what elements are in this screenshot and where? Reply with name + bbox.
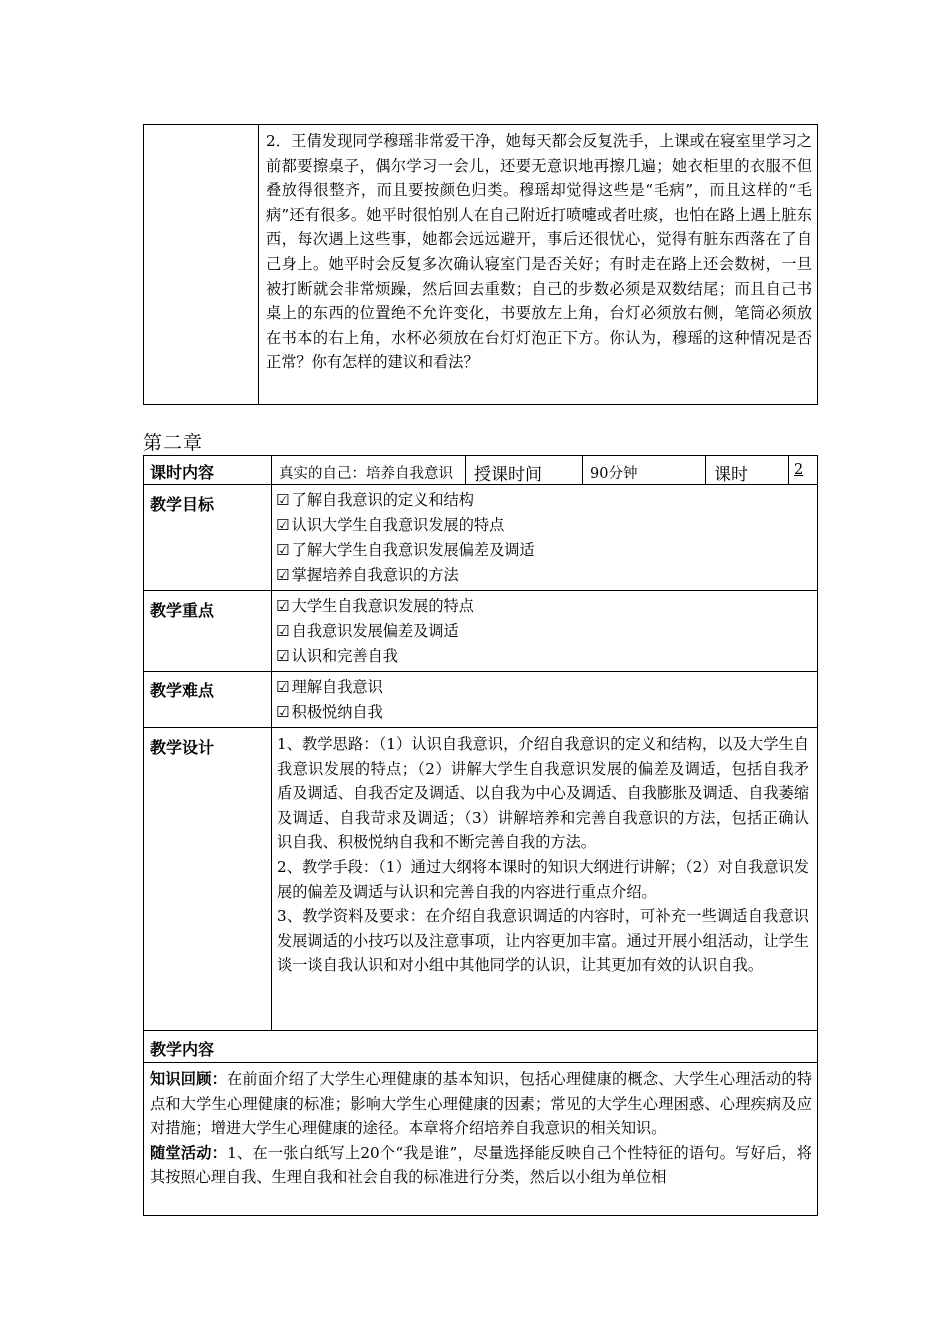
- design-paragraph: 2、教学手段：（1）通过大纲将本课时的知识大纲进行讲解；（2）对自我意识发展的偏差及调适与认识和完善自我的内容进行重点介绍。: [277, 857, 809, 901]
- lesson-plan-table: [143, 455, 818, 1216]
- checkbox-icon: ☑: [276, 647, 290, 665]
- list-item: ☑ 认识和完善自我: [276, 644, 474, 669]
- list-item: ☑ 大学生自我意识发展的特点: [276, 594, 474, 619]
- checkbox-icon: ☑: [276, 541, 290, 559]
- content-text: [150, 1067, 812, 1190]
- design-paragraph: 3、教学资料及要求：在介绍自我意识调适的内容时，可补充一些调适自我意识发展调适的小技巧以及注意事项，让内容更加丰富。通过开展小组活动，让学生谈一谈自我认识和对小组中其他同学的认识，让其更加有效的认识自我。: [277, 907, 809, 975]
- activity-label: 随堂活动：: [150, 1143, 228, 1162]
- activity-paragraph: [150, 1141, 812, 1190]
- objectives-label: 教学目标: [150, 495, 215, 514]
- row-divider: [144, 671, 817, 672]
- checkbox-icon: ☑: [276, 678, 290, 696]
- checkbox-icon: ☑: [276, 566, 290, 584]
- design-paragraph: 1、教学思路：（1）认识自我意识，介绍自我意识的定义和结构，以及大学生自我意识发展的特点；（2）讲解大学生自我意识发展的偏差及调适，包括自我矛盾及调适、自我否定及调适、以自我为中心及调适、自我膨胀及调适、自我萎缩及调适、自我苛求及调适；（3）讲解培养和完善自我意识的方法，包括正确认识自我、积极悦纳自我和不断完善自我的方法。: [277, 735, 809, 852]
- hours-value: 2: [794, 462, 804, 478]
- col-divider: [582, 456, 583, 484]
- difficulties-list: [276, 675, 383, 725]
- list-item: ☑ 掌握培养自我意识的方法: [276, 563, 535, 588]
- content-section-label: 教学内容: [150, 1040, 215, 1059]
- content-value: 真实的自己：培养自我意识: [279, 466, 453, 482]
- row-divider: [144, 590, 817, 591]
- time-label: 授课时间: [474, 465, 542, 485]
- checkbox-icon: ☑: [276, 703, 290, 721]
- content-label: 课时内容: [150, 463, 215, 482]
- checkbox-icon: ☑: [276, 597, 290, 615]
- hours-label: 课时: [714, 465, 748, 485]
- checkbox-icon: ☑: [276, 622, 290, 640]
- list-item: ☑ 积极悦纳自我: [276, 700, 383, 725]
- design-text: [277, 732, 809, 978]
- row-divider: [144, 1062, 817, 1063]
- difficulties-label: 教学难点: [150, 681, 215, 700]
- activity-text: 1、在一张白纸写上20个“我是谁”，尽量选择能反映自己个性特征的语句。写好后，将其按照心理自我、生理自我和社会自我的标准进行分类，然后以小组为单位相: [150, 1143, 812, 1187]
- key-points-list: [276, 594, 474, 669]
- design-label: 教学设计: [150, 738, 215, 757]
- time-value: 90分钟: [590, 466, 638, 482]
- col-divider: [465, 456, 466, 484]
- col-divider: [271, 456, 272, 1030]
- row-divider: [144, 727, 817, 728]
- col-divider: [705, 456, 706, 484]
- review-text: 在前面介绍了大学生心理健康的基本知识，包括心理健康的概念、大学生心理活动的特点和大学生心理健康的标准；影响大学生心理健康的因素；常见的大学生心理困惑、心理疾病及应对措施；增进大学生心理健康的途径。本章将介绍培养自我意识的相关知识。: [150, 1070, 813, 1138]
- list-item: ☑ 了解自我意识的定义和结构: [276, 488, 535, 513]
- case-table-empty-cell: [144, 125, 259, 404]
- case-text: 2．王倩发现同学穆瑶非常爱干净，她每天都会反复洗手，上课或在寝室里学习之前都要擦桌子，偶尔学习一会儿，还要无意识地再擦几遍；她衣柜里的衣服不但叠放得很整齐，而且要按颜色归类。穆瑶却觉得这些是“毛病”，而且这样的“毛病”还有很多。她平时很怕别人在自己附近打喷嚏或者吐痰，也怕在路上遇上脏东西，每次遇上这些事，她都会远远避开，事后还很忧心，觉得有脏东西落在了自己身上。她平时会反复多次确认寝室门是否关好；有时走在路上还会数树，一旦被打断就会非常烦躁，然后回去重数；自己的步数必须是双数结尾；而且自己书桌上的东西的位置绝不允许变化，书要放左上角，台灯必须放右侧，笔筒必须放在书本的右上角，水杯必须放在台灯灯泡正下方。你认为，穆瑶的这种情况是否正常？你有怎样的建议和看法？: [266, 132, 812, 372]
- list-item: ☑ 理解自我意识: [276, 675, 383, 700]
- checkbox-icon: ☑: [276, 516, 290, 534]
- chapter-title: 第二章: [143, 432, 204, 454]
- key-points-label: 教学重点: [150, 601, 215, 620]
- case-table: [143, 124, 818, 405]
- col-divider: [788, 456, 789, 484]
- checkbox-icon: ☑: [276, 491, 290, 509]
- list-item: ☑ 认识大学生自我意识发展的特点: [276, 513, 535, 538]
- list-item: ☑ 了解大学生自我意识发展偏差及调适: [276, 538, 535, 563]
- review-label: 知识回顾：: [150, 1070, 228, 1088]
- objectives-list: [276, 488, 535, 588]
- review-paragraph: [150, 1067, 812, 1141]
- list-item: ☑ 自我意识发展偏差及调适: [276, 619, 474, 644]
- row-divider: [144, 1030, 817, 1031]
